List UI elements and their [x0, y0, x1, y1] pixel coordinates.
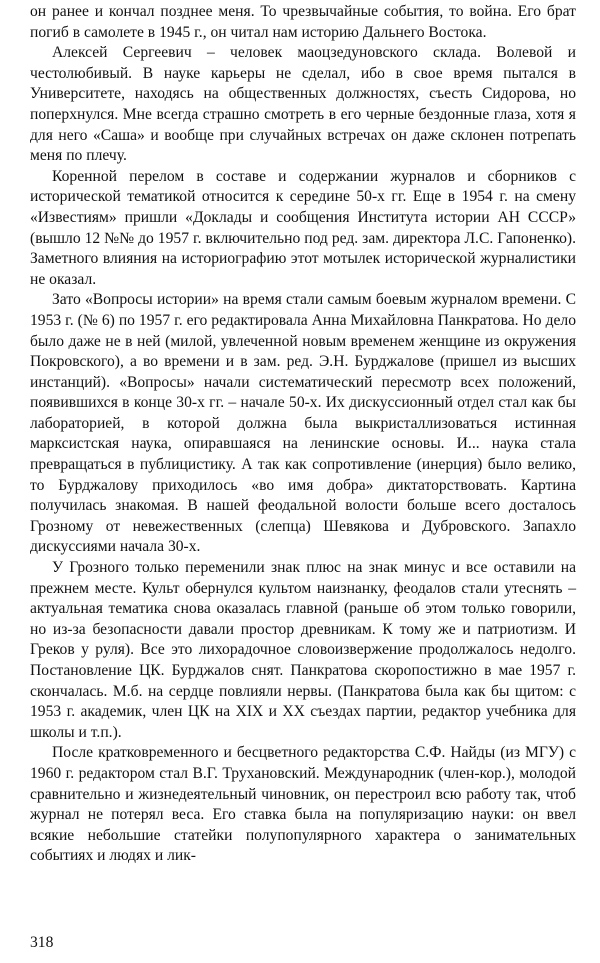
paragraph-trukhanovsky: После кратковременного и бесцветного редакторства С.Ф. Найды (из МГУ) с 1960 г. редактором стал В.Г. Трухановский. Международник (член-кор.), молодой сравнительно и жизнедеятельный чиновник, он перестроил всю работу так, чтоб журнал не потерял веса. Его ставка была на популяризацию науки: он ввел всякие небольшие статейки полупопулярного характера о занимательных событиях и людях и лик-	[30, 744, 576, 865]
page-body	[30, 2, 576, 867]
paragraph-journals-turning-point: Коренной перелом в составе и содержании журналов и сборников с исторической тематикой относится к середине 50-х гг. Еще в 1954 г. на смену «Известиям» пришли «Доклады и сообщения Института истории АН СССР» (вышло 12 №№ до 1957 г. включительно под ред. зам. директора Л.С. Гапоненко). Заметного влияния на историографию этот мотылек исторической журналистики не оказал.	[30, 167, 576, 288]
paragraph-continuation: он ранее и кончал позднее меня. То чрезвычайные события, то война. Его брат погиб в самолете в 1945 г., он читал нам историю Дальнего Востока.	[30, 3, 576, 41]
page-number: 318	[30, 934, 54, 951]
paragraph-grozny-cult: У Грозного только переменили знак плюс на знак минус и все оставили на прежнем месте. Культ обернулся культом наизнанку, феодалов стали утеснять – актуальная тематика снова оказалась главной (раньше об этом только говорили, но из-за безопасности давали простор древникам. К тому же и патриотизм. И Греков у руля). Все это лихорадочное словоизвержение продолжалось недолго. Постановление ЦК. Бурджалов снят. Панкратова скоропостижно в мае 1957 г. скончалась. М.б. на сердце повлияли нервы. (Панкратова была как бы щитом: с 1953 г. академик, член ЦК на XIX и XX съездах партии, редактор учебника для школы и т.п.).	[30, 559, 576, 741]
paragraph-aleksey-sergeevich: Алексей Сергеевич – человек маоцзедуновского склада. Волевой и честолюбивый. В науке карьеры не сделал, ибо в свое время пытался в Университете, находясь на общественных должностях, съесть Сидорова, но поперхнулся. Мне всегда страшно смотреть в его черные бездонные глаза, хотя я для него «Саша» и вообще при случайных встречах он даже склонен потрепать меня по плечу.	[30, 44, 576, 165]
paragraph-voprosy-istorii: Зато «Вопросы истории» на время стали самым боевым журналом времени. С 1953 г. (№ 6) по 1957 г. его редактировала Анна Михайловна Панкратова. Но дело было даже не в ней (милой, увлеченной новым временем женщине из окружения Покровского), а во времени и в зам. ред. Э.Н. Бурджалове (пришел из высших инстанций). «Вопросы» начали систематический пересмотр всех положений, появившихся в конце 30-х гг. – начале 50-х. Их дискуссионный отдел стал как бы лабораторией, в которой должна была выкристаллизоваться истинная марксистская наука, опиравшаяся на ленинские основы. И... наука стала превращаться в публицистику. А так как сопротивление (инерция) было велико, то Бурджалову приходилось «во имя добра» диктаторствовать. Картина получилась знакомая. В нашей феодальной волости больше всего досталось Грозному от невежественных (слепца) Шевякова и Дубровского. Запахло дискуссиями начала 30-х.	[30, 291, 576, 556]
